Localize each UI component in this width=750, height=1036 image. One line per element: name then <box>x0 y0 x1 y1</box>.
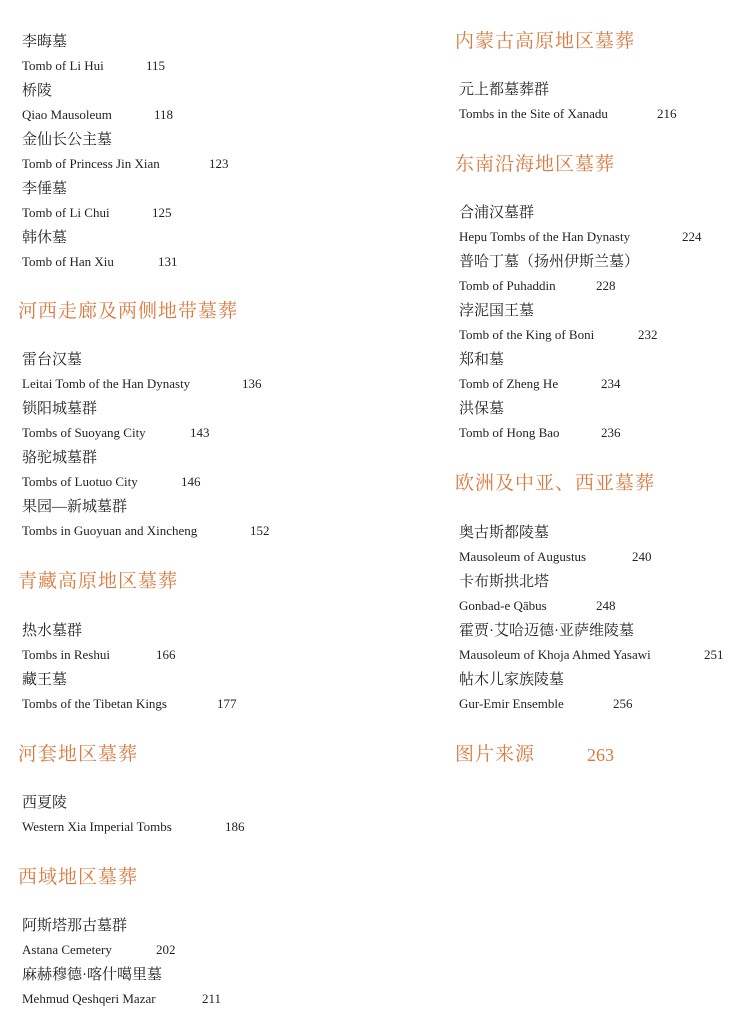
toc-entry[interactable] <box>22 449 362 489</box>
entry-page-number: 177 <box>217 696 237 711</box>
entry-en-title: Tomb of Han Xiu <box>22 254 114 269</box>
entry-cn-title: 普哈丁墓（扬州伊斯兰墓） <box>459 254 640 270</box>
entry-cn-title: 奥古斯都陵墓 <box>459 525 550 541</box>
entry-en-title: Tombs of the Tibetan Kings <box>22 696 167 711</box>
entry-en-title: Tombs in the Site of Xanadu <box>459 106 608 121</box>
entry-page-number: 125 <box>152 205 172 220</box>
section-heading: 河西走廊及两侧地带墓葬 <box>18 301 239 322</box>
entry-cn-title: 金仙长公主墓 <box>22 132 113 148</box>
entry-cn-title: 藏王墓 <box>22 672 68 688</box>
entry-cn-title: 阿斯塔那古墓群 <box>22 918 128 934</box>
section-heading: 图片来源 <box>455 744 536 765</box>
entry-en-title: Tomb of the King of Boni <box>459 327 595 342</box>
toc-entry[interactable] <box>459 524 749 564</box>
entry-cn-title: 卡布斯拱北塔 <box>459 574 550 590</box>
entry-page-number: 186 <box>225 819 245 834</box>
entry-page-number: 248 <box>596 598 616 613</box>
toc-entry[interactable] <box>459 81 749 121</box>
toc-entry[interactable] <box>459 204 749 244</box>
toc-entry[interactable] <box>22 229 362 269</box>
entry-page-number: 115 <box>146 58 166 73</box>
entry-cn-title: 元上都墓葬群 <box>459 82 550 98</box>
entry-cn-title: 雷台汉墓 <box>22 352 83 368</box>
entry-cn-title: 郑和墓 <box>459 352 505 368</box>
entry-cn-title: 李倕墓 <box>22 181 68 197</box>
toc-entry[interactable] <box>459 622 749 662</box>
entry-cn-title: 骆驼城墓群 <box>22 450 98 466</box>
toc-entry[interactable] <box>459 302 749 342</box>
entry-en-title: Tomb of Hong Bao <box>459 425 560 440</box>
section-heading: 青藏高原地区墓葬 <box>18 571 179 592</box>
entry-en-title: Tombs of Luotuo City <box>22 474 138 489</box>
entry-cn-title: 霍贾·艾哈迈德·亚萨维陵墓 <box>459 623 634 639</box>
toc-entry[interactable] <box>22 400 362 440</box>
section-heading: 西域地区墓葬 <box>18 867 139 888</box>
entry-cn-title: 浡泥国王墓 <box>459 303 535 319</box>
entry-cn-title: 西夏陵 <box>22 795 68 811</box>
entry-en-title: Western Xia Imperial Tombs <box>22 819 172 834</box>
entry-en-title: Hepu Tombs of the Han Dynasty <box>459 229 631 244</box>
entry-en-title: Qiao Mausoleum <box>22 107 112 122</box>
toc-entry[interactable] <box>22 33 362 73</box>
entry-cn-title: 洪保墓 <box>459 401 505 417</box>
entry-page-number: 143 <box>190 425 210 440</box>
section-page-number: 263 <box>587 745 614 765</box>
entry-page-number: 256 <box>613 696 633 711</box>
entry-en-title: Mausoleum of Khoja Ahmed Yasawi <box>459 647 651 662</box>
entry-cn-title: 李晦墓 <box>22 34 68 50</box>
entry-en-title: Mausoleum of Augustus <box>459 549 587 564</box>
entry-en-title: Tomb of Li Hui <box>22 58 104 73</box>
toc-entry[interactable] <box>459 253 749 293</box>
toc-entry[interactable] <box>22 966 362 1006</box>
entry-page-number: 216 <box>657 106 677 121</box>
entry-en-title: Tombs in Guoyuan and Xincheng <box>22 523 198 538</box>
entry-page-number: 240 <box>632 549 652 564</box>
entry-page-number: 131 <box>158 254 178 269</box>
entry-page-number: 152 <box>250 523 270 538</box>
entry-en-title: Astana Cemetery <box>22 942 112 957</box>
section-heading: 河套地区墓葬 <box>18 744 139 765</box>
toc-entry[interactable] <box>459 671 749 711</box>
toc-entry[interactable] <box>22 131 362 171</box>
entry-en-title: Mehmud Qeshqeri Mazar <box>22 991 156 1006</box>
section-heading: 欧洲及中亚、西亚墓葬 <box>455 473 656 494</box>
entry-cn-title: 麻赫穆德·喀什噶里墓 <box>22 967 162 983</box>
entry-cn-title: 热水墓群 <box>22 623 83 639</box>
entry-en-title: Tombs in Reshui <box>22 647 110 662</box>
entry-en-title: Leitai Tomb of the Han Dynasty <box>22 376 191 391</box>
entry-page-number: 202 <box>156 942 176 957</box>
toc-entry[interactable] <box>22 794 362 834</box>
entry-page-number: 234 <box>601 376 621 391</box>
toc-entry[interactable] <box>22 498 362 538</box>
entry-page-number: 228 <box>596 278 616 293</box>
entry-page-number: 166 <box>156 647 176 662</box>
entry-page-number: 251 <box>704 647 724 662</box>
entry-cn-title: 帖木儿家族陵墓 <box>459 672 565 688</box>
toc-entry[interactable] <box>459 573 749 613</box>
entry-page-number: 236 <box>601 425 621 440</box>
entry-en-title: Tombs of Suoyang City <box>22 425 146 440</box>
entry-en-title: Tomb of Princess Jin Xian <box>22 156 160 171</box>
toc-entry[interactable] <box>22 180 362 220</box>
toc-entry[interactable] <box>22 917 362 957</box>
toc-entry[interactable] <box>22 671 362 711</box>
entry-page-number: 118 <box>154 107 174 122</box>
entry-page-number: 123 <box>209 156 229 171</box>
entry-page-number: 224 <box>682 229 702 244</box>
section-heading: 内蒙古高原地区墓葬 <box>455 31 636 52</box>
toc-entry[interactable] <box>22 351 362 391</box>
toc-entry[interactable] <box>459 400 749 440</box>
entry-en-title: Tomb of Li Chui <box>22 205 110 220</box>
entry-en-title: Tomb of Zheng He <box>459 376 559 391</box>
toc-entry[interactable] <box>459 351 749 391</box>
entry-en-title: Gur-Emir Ensemble <box>459 696 564 711</box>
toc-entry[interactable] <box>22 82 362 122</box>
toc-left-column <box>18 0 362 1036</box>
entry-cn-title: 锁阳城墓群 <box>22 401 98 417</box>
entry-page-number: 146 <box>181 474 201 489</box>
section-heading: 东南沿海地区墓葬 <box>455 154 616 175</box>
entry-page-number: 136 <box>242 376 262 391</box>
entry-cn-title: 桥陵 <box>22 83 53 99</box>
entry-page-number: 232 <box>638 327 658 342</box>
entry-cn-title: 果园—新城墓群 <box>22 499 128 515</box>
entry-en-title: Tomb of Puhaddin <box>459 278 556 293</box>
entry-cn-title: 韩休墓 <box>22 230 68 246</box>
toc-entry[interactable] <box>22 622 362 662</box>
toc-right-column <box>455 0 749 1036</box>
entry-page-number: 211 <box>202 991 222 1006</box>
entry-en-title: Gonbad-e Qābus <box>459 598 547 613</box>
entry-cn-title: 合浦汉墓群 <box>459 205 535 221</box>
